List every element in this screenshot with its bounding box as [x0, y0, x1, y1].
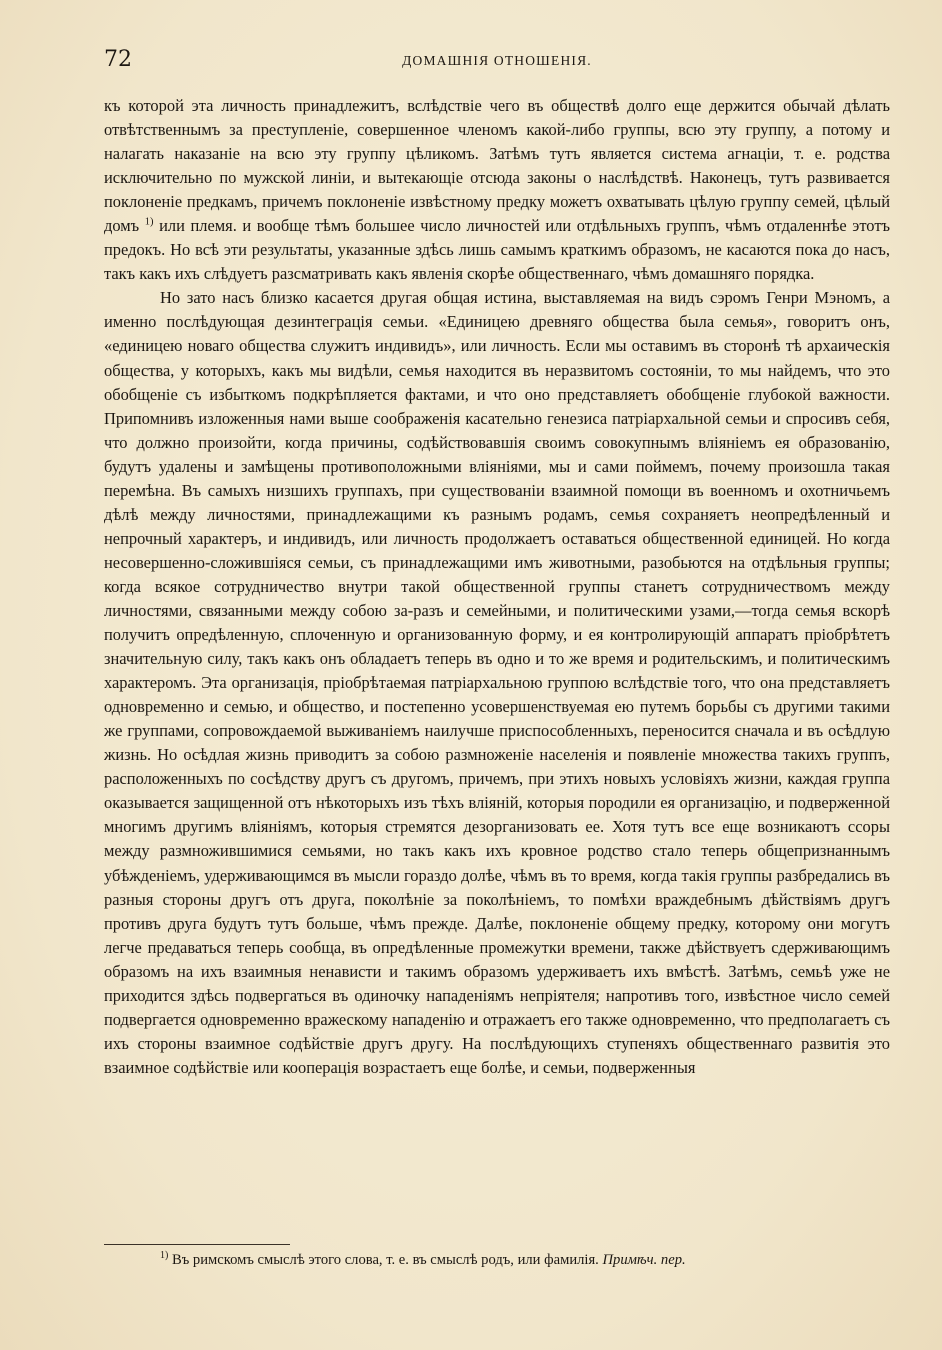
paragraph-2: Но зато насъ близко касается другая общая истина, выставляемая на видъ сэромъ Генри Мэномъ, а именно послѣдующая дезинтеграція семьи. «Единицею древняго общества была семья», говоритъ онъ, «единицею новаго общества служитъ индивидъ», или личность. Если мы оставимъ въ сторонѣ тѣ архаическія общества, у которыхъ, какъ мы видѣли, семья находится въ неразвитомъ состояніи, то мы найдемъ, что это обобщеніе съ избыткомъ подкрѣпляется фактами, и что оно представляетъ обобщеніе глубокой важности. Припомнивъ изложенныя нами выше соображенія касательно генезиса патріархальной семьи и спросивъ себя, что должно произойти, когда причины, содѣйствовавшія своимъ совокупнымъ вліяніемъ ея образованію, будутъ удалены и замѣщены противоположными вліяніями, мы и сами поймемъ, почему произошла такая перемѣна. Въ самыхъ низшихъ группахъ, при существованіи взаимной помощи въ военномъ и охотничьемъ дѣлѣ между личностями, принадлежащими къ разнымъ родамъ, семья сохраняетъ неопредѣленный и непрочный характеръ, и индивидъ, или личность продолжаетъ оставаться общественной единицей. Но когда несовершенно-сложившіяся семьи, съ принадлежащими имъ животными, разобьются на отдѣльныя группы; когда всякое сотрудничество внутри такой общественной группы станетъ сотрудничествомъ между личностями, связанными между собою за-разъ и семейными, и политическими узами,—тогда семья вскорѣ получитъ опредѣленную, сплоченную и организованную форму, и ея контролирующій аппаратъ пріобрѣтетъ значительную силу, такъ какъ онъ обладаетъ теперь въ одно и то же время и родительскимъ, и политическимъ характеромъ. Эта организація, пріобрѣтаемая патріархальною группою вслѣдствіе того, что она представляетъ одновременно и семью, и общество, и постепенно усовершенствуемая ею путемъ борьбы съ другими такими же группами, сопровождаемой выживаніемъ наилучше приспособленныхъ, переносится сначала и въ осѣдлую жизнь. Но осѣдлая жизнь приводитъ за собою размноженіе населенія и появленіе множества такихъ группъ, расположенныхъ по сосѣдству другъ съ другомъ, причемъ, при этихъ новыхъ условіяхъ жизни, каждая группа оказывается защищенной отъ нѣкоторыхъ изъ тѣхъ вліяній, которыя породили ея организацію, и подверженной многимъ другимъ вліяніямъ, которыя стремятся дезорганизовать ее. Хотя тутъ все еще возникаютъ ссоры между размножившимися семьями, но такъ какъ ихъ кровное родство стало теперь общепризнаннымъ убѣжденіемъ, удерживающимся въ мысли гораздо долѣе, чѣмъ въ то время, когда такія группы разбредались въ разныя стороны другъ отъ друга, поколѣніе за поколѣніемъ, то помѣхи враждебнымъ дѣйствіямъ другъ противъ друга будутъ тутъ больше, чѣмъ прежде. Далѣе, поклоненіе общему предку, которому они могутъ легче предаваться теперь сообща, въ опредѣленные промежутки времени, также дѣйствуетъ сдерживающимъ образомъ на ихъ взаимныя ненависти и такимъ образомъ удерживаетъ ихъ вмѣстѣ. Затѣмъ, семьѣ уже не приходится здѣсь подвергаться въ одиночку нападеніямъ непріятеля; напротивъ того, извѣстное число семей подвергается одновременно вражескому нападенію и отражаетъ его также одновременно, что предполагаетъ съ ихъ стороны взаимное содѣйствіе другъ другу. На послѣдующихъ ступеняхъ общественнаго развитія это взаимное содѣйствіе или кооперація возрастаетъ еще болѣе, и семьи, подверженныя — [104, 288, 890, 1077]
paragraph-1-text-a: къ которой эта личность принадлежитъ, вслѣдствіе чего въ обществѣ долго еще держится обычай дѣлать отвѣтственнымъ за преступленіе, совершенное членомъ какой-либо группы, всю эту группу, а потому и налагать наказаніе на всю эту группу цѣликомъ. Затѣмъ тутъ является система агнаціи, т. е. родства исключительно по мужской линіи, и вытекающіе отсюда законы о наслѣдствѣ. Наконецъ, тутъ развивается поклоненіе предкамъ, причемъ поклоненіе извѣстному предку можетъ охватывать цѣлую группу семей, цѣлый домъ — [104, 96, 890, 236]
page-header — [104, 46, 890, 74]
footnote-divider — [104, 1244, 290, 1245]
footnote — [104, 1249, 890, 1271]
paragraph-1-text-b: или племя. и вообще тѣмъ большее число личностей или отдѣльныхъ группъ, чѣмъ отдаленнѣе этотъ предокъ. Но всѣ эти результаты, указанные здѣсь лишь самымъ краткимъ образомъ, не касаются пока до насъ, такъ какъ ихъ слѣдуетъ разсматривать какъ явленія скорѣе общественнаго, чѣмъ домашняго порядка. — [104, 216, 890, 284]
footnote-translator-note: Примѣч. пер. — [602, 1252, 686, 1268]
body-text — [104, 94, 890, 1080]
page-number: 72 — [104, 47, 132, 72]
running-title: ДОМАШНІЯ ОТНОШЕНІЯ. — [402, 53, 592, 68]
paragraph-1 — [104, 94, 890, 286]
footnote-mark: 1) — [160, 1250, 169, 1262]
footnote-text: Въ римскомъ смыслѣ этого слова, т. е. въ смыслѣ родъ, или фамилія. — [168, 1252, 603, 1268]
footnote-reference[interactable]: 1) — [144, 216, 154, 228]
